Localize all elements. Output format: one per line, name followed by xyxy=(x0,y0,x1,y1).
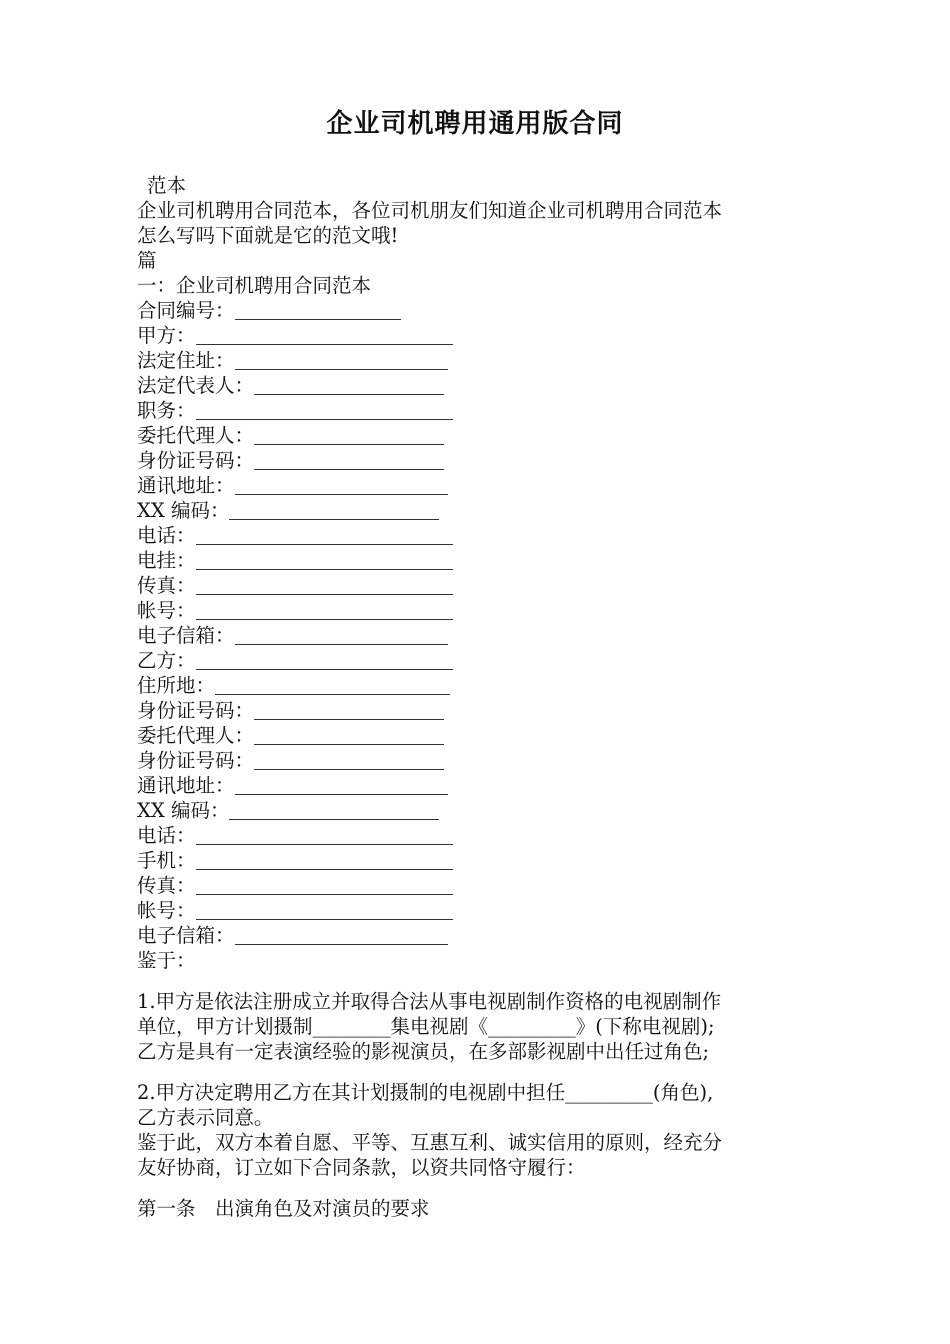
field-blank xyxy=(235,473,448,495)
field-label: 通讯地址： xyxy=(137,774,235,797)
form-field xyxy=(137,748,827,773)
form-field xyxy=(137,648,827,673)
intro-line: 篇 xyxy=(137,249,157,272)
field-label: XX 编码： xyxy=(137,499,230,522)
paragraph-gap xyxy=(137,973,827,989)
field-label: 通讯地址： xyxy=(137,474,235,497)
paragraph-line: 单位，甲方计划摄制________集电视剧《_________》(下称电视剧); xyxy=(137,1015,715,1038)
paragraph-gap xyxy=(137,1180,827,1196)
field-blank xyxy=(196,523,453,545)
article-heading: 第一条 出演角色及对演员的要求 xyxy=(137,1197,430,1220)
field-label: XX 编码： xyxy=(137,799,230,822)
form-field xyxy=(137,498,827,523)
party-fields xyxy=(137,298,827,948)
field-blank xyxy=(196,573,453,595)
field-label: 合同编号： xyxy=(137,299,235,322)
field-label: 委托代理人： xyxy=(137,424,255,447)
field-label: 身份证号码： xyxy=(137,749,255,772)
form-field xyxy=(137,698,827,723)
field-label: 手机： xyxy=(137,849,196,872)
field-blank xyxy=(196,873,453,895)
form-field xyxy=(137,323,827,348)
field-blank xyxy=(254,423,444,445)
field-label: 传真： xyxy=(137,874,196,897)
field-blank xyxy=(196,323,453,345)
paragraph-line: 乙方表示同意。 xyxy=(137,1106,274,1129)
form-field xyxy=(137,473,827,498)
form-field xyxy=(137,598,827,623)
field-blank xyxy=(196,548,453,570)
field-label: 法定住址： xyxy=(137,349,235,372)
form-field xyxy=(137,923,827,948)
field-label: 甲方： xyxy=(137,324,196,347)
form-field xyxy=(137,823,827,848)
field-label: 身份证号码： xyxy=(137,449,255,472)
form-field xyxy=(137,523,827,548)
paragraph-line: 鉴于此，双方本着自愿、平等、互惠互利、诚实信用的原则，经充分 xyxy=(137,1131,723,1154)
field-blank xyxy=(196,848,453,870)
intro-line: 企业司机聘用合同范本，各位司机朋友们知道企业司机聘用合同范本 xyxy=(137,199,723,222)
form-field xyxy=(137,298,827,323)
whereas-label: 鉴于： xyxy=(137,949,196,972)
intro-line: 怎么写吗下面就是它的范文哦! xyxy=(137,224,399,247)
field-label: 电挂： xyxy=(137,549,196,572)
field-label: 电话： xyxy=(137,824,196,847)
field-label: 传真： xyxy=(137,574,196,597)
field-blank xyxy=(235,623,448,645)
form-field xyxy=(137,348,827,373)
field-blank xyxy=(254,448,444,470)
document-body xyxy=(137,173,827,1221)
paragraph-line: 乙方是具有一定表演经验的影视演员，在多部影视剧中出任过角色; xyxy=(137,1040,710,1063)
intro-line: 范本 xyxy=(147,174,187,197)
field-blank xyxy=(254,748,444,770)
field-label: 职务： xyxy=(137,399,196,422)
form-field xyxy=(137,798,827,823)
intro-line: 一：企业司机聘用合同范本 xyxy=(137,274,372,297)
field-label: 住所地： xyxy=(137,674,216,697)
field-blank xyxy=(196,898,453,920)
form-field xyxy=(137,373,827,398)
form-field xyxy=(137,623,827,648)
field-blank xyxy=(254,698,444,720)
field-label: 委托代理人： xyxy=(137,724,255,747)
form-field xyxy=(137,848,827,873)
document-title: 企业司机聘用通用版合同 xyxy=(326,109,624,139)
field-blank xyxy=(229,798,439,820)
form-field xyxy=(137,898,827,923)
field-blank xyxy=(215,673,450,695)
field-blank xyxy=(196,648,453,670)
field-blank xyxy=(229,498,439,520)
paragraph-line: 2.甲方决定聘用乙方在其计划摄制的电视剧中担任_________(角色), xyxy=(137,1081,714,1104)
field-blank xyxy=(235,348,448,370)
field-blank xyxy=(196,823,453,845)
form-field xyxy=(137,573,827,598)
field-label: 电话： xyxy=(137,524,196,547)
field-blank xyxy=(254,373,444,395)
field-label: 帐号： xyxy=(137,599,196,622)
form-field xyxy=(137,548,827,573)
field-blank xyxy=(254,723,444,745)
field-blank xyxy=(235,773,448,795)
field-label: 法定代表人： xyxy=(137,374,255,397)
field-blank xyxy=(196,398,453,420)
paragraph-gap xyxy=(137,1064,827,1080)
field-blank xyxy=(196,598,453,620)
paragraph-line: 1.甲方是依法注册成立并取得合法从事电视剧制作资格的电视剧制作 xyxy=(137,990,722,1013)
form-field xyxy=(137,723,827,748)
form-field xyxy=(137,423,827,448)
form-field xyxy=(137,673,827,698)
field-blank xyxy=(235,298,401,320)
field-label: 乙方： xyxy=(137,649,196,672)
field-label: 帐号： xyxy=(137,899,196,922)
field-label: 身份证号码： xyxy=(137,699,255,722)
form-field xyxy=(137,448,827,473)
form-field xyxy=(137,873,827,898)
form-field xyxy=(137,773,827,798)
form-field xyxy=(137,398,827,423)
field-label: 电子信箱： xyxy=(137,624,235,647)
field-blank xyxy=(235,923,448,945)
field-label: 电子信箱： xyxy=(137,924,235,947)
paragraph-line: 友好协商，订立如下合同条款，以资共同恪守履行： xyxy=(137,1156,586,1179)
